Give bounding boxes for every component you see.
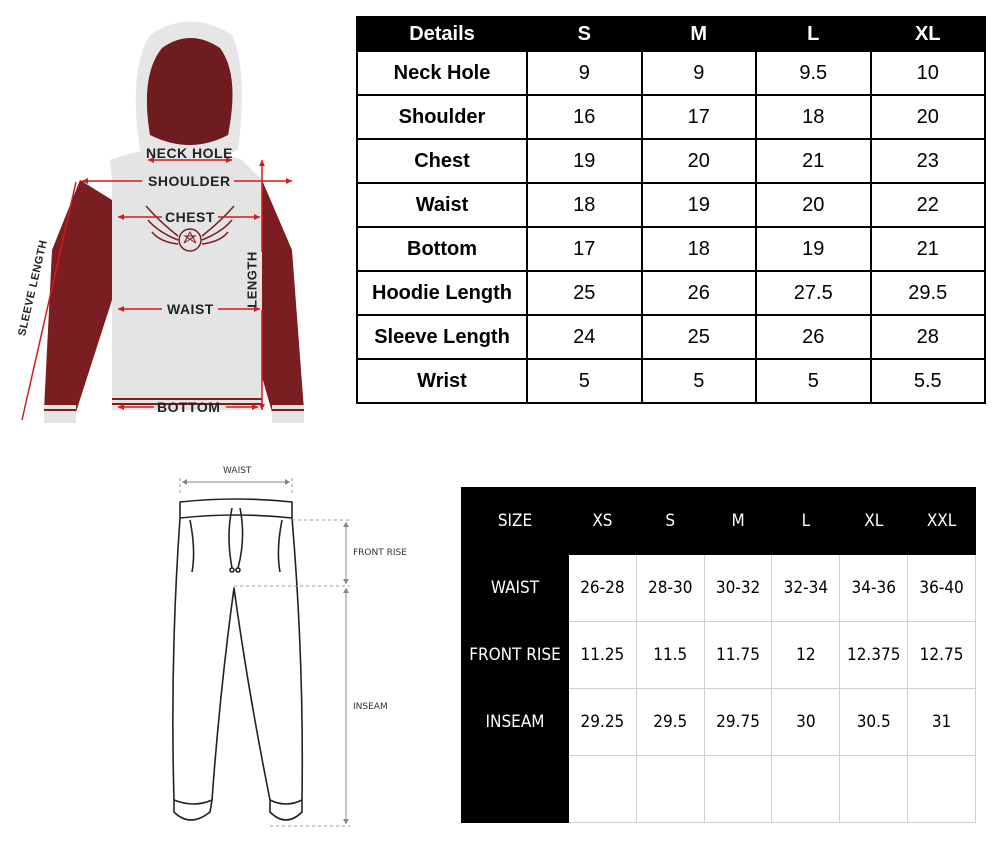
table-row — [462, 555, 976, 622]
table-cell: 18 — [527, 183, 642, 227]
header-size-xs: XS — [569, 488, 637, 555]
table-cell: 30-32 — [704, 555, 772, 622]
pants-illustration — [160, 460, 420, 840]
hoodie-size-table — [356, 16, 986, 404]
header-size-s: S — [636, 488, 704, 555]
table-row — [462, 622, 976, 689]
row-label: Neck Hole — [357, 51, 527, 95]
table-cell: 9 — [527, 51, 642, 95]
row-label: Shoulder — [357, 95, 527, 139]
row-label: WAIST — [462, 555, 569, 622]
chest-label: CHEST — [165, 209, 215, 225]
table-row — [357, 315, 985, 359]
table-cell: 20 — [642, 139, 757, 183]
table-cell: 30.5 — [840, 689, 908, 756]
table-cell — [908, 756, 976, 823]
table-cell: 16 — [527, 95, 642, 139]
header-size-s: S — [527, 17, 642, 51]
row-label: FRONT RISE — [462, 622, 569, 689]
row-label: Bottom — [357, 227, 527, 271]
table-cell: 23 — [871, 139, 986, 183]
header-size-l: L — [772, 488, 840, 555]
header-size-xxl: XXL — [908, 488, 976, 555]
pants-waist-label: WAIST — [223, 466, 252, 476]
table-cell: 24 — [527, 315, 642, 359]
table-cell: 9.5 — [756, 51, 871, 95]
table-header-row — [357, 17, 985, 51]
neck-hole-label: NECK HOLE — [146, 145, 233, 161]
table-cell: 30 — [772, 689, 840, 756]
header-size: SIZE — [462, 488, 569, 555]
table-cell: 26-28 — [569, 555, 637, 622]
table-cell: 19 — [756, 227, 871, 271]
hoodie-illustration — [0, 0, 350, 440]
table-cell — [772, 756, 840, 823]
table-cell: 26 — [642, 271, 757, 315]
header-size-l: L — [756, 17, 871, 51]
table-cell: 29.25 — [569, 689, 637, 756]
table-row — [357, 139, 985, 183]
inseam-label: INSEAM — [353, 702, 388, 712]
table-cell: 34-36 — [840, 555, 908, 622]
table-cell: 11.75 — [704, 622, 772, 689]
waist-label: WAIST — [167, 301, 214, 317]
table-cell: 20 — [871, 95, 986, 139]
table-cell: 29.75 — [704, 689, 772, 756]
table-cell: 12 — [772, 622, 840, 689]
table-cell: 21 — [756, 139, 871, 183]
row-label: Sleeve Length — [357, 315, 527, 359]
row-label: INSEAM — [462, 689, 569, 756]
table-cell: 17 — [527, 227, 642, 271]
hood-opening — [147, 38, 233, 145]
table-cell — [569, 756, 637, 823]
header-size-m: M — [704, 488, 772, 555]
table-cell: 25 — [642, 315, 757, 359]
table-cell: 5.5 — [871, 359, 986, 403]
table-cell: 5 — [642, 359, 757, 403]
table-cell: 25 — [527, 271, 642, 315]
table-row — [357, 95, 985, 139]
table-cell: 11.25 — [569, 622, 637, 689]
table-cell: 20 — [756, 183, 871, 227]
table-cell: 28-30 — [636, 555, 704, 622]
row-label: Wrist — [357, 359, 527, 403]
table-cell: 10 — [871, 51, 986, 95]
table-cell: 32-34 — [772, 555, 840, 622]
table-cell: 5 — [527, 359, 642, 403]
table-cell — [636, 756, 704, 823]
table-cell: 19 — [642, 183, 757, 227]
table-cell: 28 — [871, 315, 986, 359]
header-size-m: M — [642, 17, 757, 51]
left-sleeve — [44, 180, 112, 412]
table-row — [357, 183, 985, 227]
table-cell: 17 — [642, 95, 757, 139]
table-row — [357, 271, 985, 315]
table-row — [462, 756, 976, 823]
sleeve-length-label: SLEEVE LENGTH — [16, 238, 50, 338]
table-cell — [704, 756, 772, 823]
table-cell: 31 — [908, 689, 976, 756]
table-cell: 36-40 — [908, 555, 976, 622]
table-cell: 5 — [756, 359, 871, 403]
header-details: Details — [357, 17, 527, 51]
row-label: Hoodie Length — [357, 271, 527, 315]
table-cell: 9 — [642, 51, 757, 95]
bottom-label: BOTTOM — [157, 399, 221, 415]
table-row — [357, 359, 985, 403]
pants-drawing — [160, 460, 420, 840]
table-header-row — [462, 488, 976, 555]
table-row — [357, 51, 985, 95]
table-row — [462, 689, 976, 756]
row-label: Chest — [357, 139, 527, 183]
row-label: Waist — [357, 183, 527, 227]
table-cell: 26 — [756, 315, 871, 359]
table-cell — [840, 756, 908, 823]
table-cell: 12.375 — [840, 622, 908, 689]
length-label: LENGTH — [244, 251, 260, 308]
table-cell: 11.5 — [636, 622, 704, 689]
table-cell: 19 — [527, 139, 642, 183]
table-cell: 29.5 — [871, 271, 986, 315]
header-size-xl: XL — [840, 488, 908, 555]
row-label — [462, 756, 569, 823]
shoulder-label: SHOULDER — [148, 173, 231, 189]
table-cell: 12.75 — [908, 622, 976, 689]
pants-size-table — [461, 487, 976, 823]
front-rise-label: FRONT RISE — [353, 548, 407, 558]
table-cell: 18 — [642, 227, 757, 271]
table-cell: 27.5 — [756, 271, 871, 315]
table-cell: 21 — [871, 227, 986, 271]
table-cell: 22 — [871, 183, 986, 227]
table-cell: 29.5 — [636, 689, 704, 756]
table-cell: 18 — [756, 95, 871, 139]
header-size-xl: XL — [871, 17, 986, 51]
table-row — [357, 227, 985, 271]
